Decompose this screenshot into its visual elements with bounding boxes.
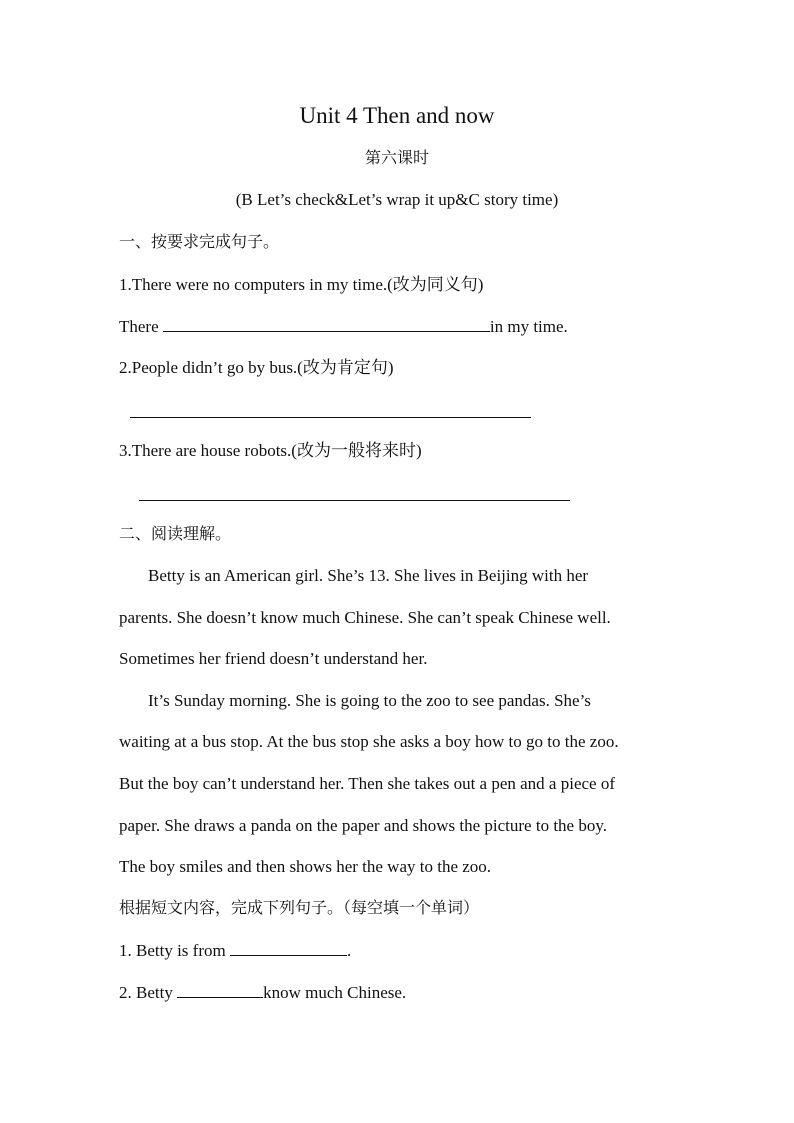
answer-suffix: in my time. xyxy=(489,317,568,336)
question-2-1 xyxy=(119,941,351,959)
question-1-1-label: 1.There were no computers in my time.(改为同义句) xyxy=(119,275,484,294)
question-1-1-answer-line xyxy=(119,317,568,335)
question-1-3-text: 3.There are house robots.(改为一般将来时) xyxy=(119,441,422,460)
answer-blank-1-2[interactable] xyxy=(130,417,531,418)
passage-line: Betty is an American girl. She’s 13. She lives in Beijing with her xyxy=(148,566,589,585)
passage-line: Sometimes her friend doesn’t understand her. xyxy=(119,649,428,668)
passage-line: paper. She draws a panda on the paper and shows the picture to the boy. xyxy=(119,816,607,835)
reading-instruction: 根据短文内容，完成下列句子。（每空填一个单词） xyxy=(119,898,480,917)
lesson-label: 第六课时 xyxy=(364,148,429,167)
answer-prefix: 2. Betty xyxy=(119,983,178,1002)
page-title: Unit 4 Then and now xyxy=(299,103,495,128)
passage-line: It’s Sunday morning. She is going to the zoo to see pandas. She’s xyxy=(148,691,591,710)
question-2-2 xyxy=(119,983,406,1001)
answer-prefix: 1. Betty is from xyxy=(119,941,230,960)
answer-blank-1-3[interactable] xyxy=(139,500,570,501)
answer-blank-1-1[interactable] xyxy=(163,317,490,332)
answer-blank-2-1[interactable] xyxy=(230,941,347,956)
question-1-2-text: 2.People didn’t go by bus.(改为肯定句) xyxy=(119,358,394,377)
passage-line: waiting at a bus stop. At the bus stop she asks a boy how to go to the zoo. xyxy=(119,732,619,751)
passage-line: But the boy can’t understand her. Then she takes out a pen and a piece of xyxy=(119,774,615,793)
answer-blank-2-2[interactable] xyxy=(177,983,263,998)
answer-suffix: . xyxy=(346,941,352,960)
section-2-heading: 二、阅读理解。 xyxy=(119,524,232,543)
section-1-heading: 一、按要求完成句子。 xyxy=(119,232,280,251)
answer-prefix: There xyxy=(119,317,163,336)
passage-line: The boy smiles and then shows her the way to the zoo. xyxy=(119,857,492,876)
question-1-1-text xyxy=(119,276,483,293)
answer-suffix: know much Chinese. xyxy=(263,983,407,1002)
passage-line: parents. She doesn’t know much Chinese. She can’t speak Chinese well. xyxy=(119,608,611,627)
lesson-subtitle: (B Let’s check&Let’s wrap it up&C story time) xyxy=(235,190,559,209)
